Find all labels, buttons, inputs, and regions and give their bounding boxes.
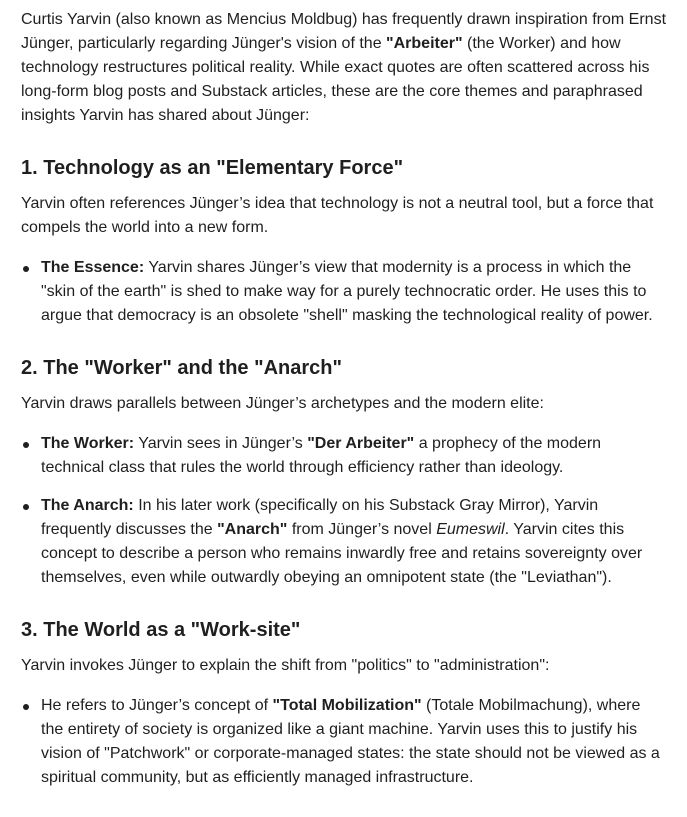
intro-bold-arbeiter: "Arbeiter" <box>386 35 463 52</box>
mobilization-bold: "Total Mobilization" <box>272 697 422 714</box>
worker-bold-arbeiter: "Der Arbeiter" <box>307 435 415 452</box>
anarch-text-3: . Yarvin cites this concept to describe a person who remains inwardly free and retains sovereignty over themselves, even while outwardly obeying an omnipotent state (the "Leviathan"). <box>41 521 643 586</box>
list-item-anarch <box>21 494 667 590</box>
intro-text-1: Curtis Yarvin (also known as Mencius Moldbug) has frequently drawn inspiration from Ernst Jünger, particularly regarding Jünger's vision of the <box>21 11 667 52</box>
list-item-mobilization <box>21 694 667 790</box>
essence-text: Yarvin shares Jünger’s view that modernity is a process in which the "skin of the earth" is shed to make way for a purely technocratic order. He uses this to argue that democracy is an obsolete "shell" masking the technological reality of power. <box>41 259 653 324</box>
intro-text-2: (the Worker) and how technology restructures political reality. While exact quotes are often scattered across his long-form blog posts and Substack articles, these are the core themes and paraphrased insights Yarvin has shared about Jünger: <box>21 35 650 124</box>
list-item-worker <box>21 432 667 480</box>
worker-label: The Worker: <box>41 435 135 452</box>
section-2-list <box>21 432 667 590</box>
anarch-text-1: In his later work (specifically on his Substack Gray Mirror), Yarvin frequently discusses the <box>41 497 599 538</box>
section-1-paragraph: Yarvin often references Jünger’s idea that technology is not a neutral tool, but a force that compels the world into a new form. <box>21 195 654 236</box>
section-2-paragraph: Yarvin draws parallels between Jünger’s archetypes and the modern elite: <box>21 395 544 412</box>
mobilization-text-1: He refers to Jünger’s concept of <box>41 697 273 714</box>
mobilization-text-2: (Totale Mobilmachung), where the entirety of society is organized like a giant machine. Yarvin uses this to justify his vision of "Patchwork" or corporate-managed states: the state should not be viewed as a spiritual community, but as efficiently managed infrastructure. <box>41 697 660 786</box>
section-1-heading: 1. Technology as an "Elementary Force" <box>21 157 404 179</box>
section-3-list <box>21 694 667 790</box>
section-1-list <box>21 256 667 328</box>
section-2-heading: 2. The "Worker" and the "Anarch" <box>21 357 342 379</box>
anarch-italic-eumeswil: Eumeswil <box>436 521 505 538</box>
worker-text-1: Yarvin sees in Jünger’s <box>134 435 308 452</box>
essence-label: The Essence: <box>41 259 145 276</box>
anarch-bold-anarch: "Anarch" <box>217 521 288 538</box>
intro-paragraph <box>21 8 667 128</box>
worker-text-2: a prophecy of the modern technical class that rules the world through efficiency rather than ideology. <box>41 435 602 476</box>
anarch-text-2: from Jünger’s novel <box>287 521 437 538</box>
section-3-heading: 3. The World as a "Work-site" <box>21 619 301 641</box>
list-item-essence <box>21 256 667 328</box>
section-3-paragraph: Yarvin invokes Jünger to explain the shift from "politics" to "administration": <box>21 657 550 674</box>
anarch-label: The Anarch: <box>41 497 134 514</box>
